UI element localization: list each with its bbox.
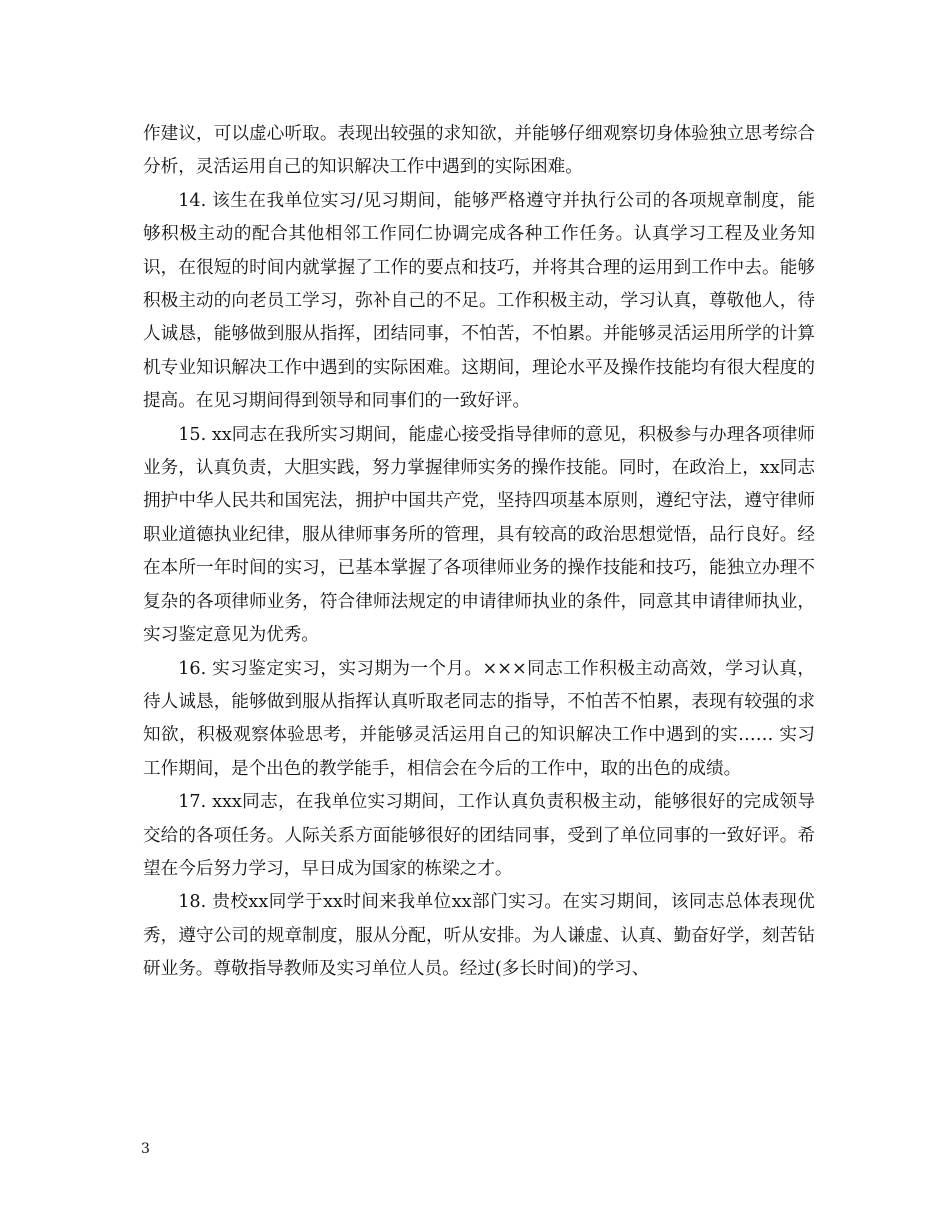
paragraph-item-16: 16. 实习鉴定实习，实习期为一个月。×××同志工作积极主动高效，学习认真，待人诚恳，能够做到服从指挥认真听取老同志的指导，不怕苦不怕累，表现有较强的求知欲，积极观察体验思考，并能够灵活运用自己的知识解决工作中遇到的实…… 实习工作期间，是个出色的教学能手，相信会在今后的工作中，取的出色的成绩。 [143, 658, 815, 779]
document-body [143, 118, 815, 987]
paragraph-item-14: 14. 该生在我单位实习/见习期间，能够严格遵守并执行公司的各项规章制度，能够积极主动的配合其他相邻工作同仁协调完成各种工作任务。认真学习工程及业务知识，在很短的时间内就掌握了工作的要点和技巧，并将其合理的运用到工作中去。能够积极主动的向老员工学习，弥补自己的不足。工作积极主动，学习认真，尊敬他人，待人诚恳，能够做到服从指挥，团结同事，不怕苦，不怕累。并能够灵活运用所学的计算机专业知识解决工作中遇到的实际困难。这期间，理论水平及操作技能均有很大程度的提高。在见习期间得到领导和同事们的一致好评。 [143, 190, 815, 412]
paragraph-item-18: 18. 贵校xx同学于xx时间来我单位xx部门实习。在实习期间，该同志总体表现优秀，遵守公司的规章制度，服从分配，听从安排。为人谦虚、认真、勤奋好学，刻苦钻研业务。尊敬指导教师及实习单位人员。经过(多长时间)的学习、 [143, 892, 815, 980]
paragraph-item-17: 17. xxx同志，在我单位实习期间，工作认真负责积极主动，能够很好的完成领导交给的各项任务。人际关系方面能够很好的团结同事，受到了单位同事的一致好评。希望在今后努力学习，早日成为国家的栋梁之才。 [143, 792, 815, 879]
paragraph-continuation: 作建议，可以虚心听取。表现出较强的求知欲，并能够仔细观察切身体验独立思考综合分析，灵活运用自己的知识解决工作中遇到的实际困难。 [143, 124, 815, 178]
page-number: 3 [141, 1141, 150, 1157]
paragraph-item-15: 15. xx同志在我所实习期间，能虚心接受指导律师的意见，积极参与办理各项律师业务，认真负责，大胆实践，努力掌握律师实务的操作技能。同时，在政治上，xx同志拥护中华人民共和国宪法，拥护中国共产党，坚持四项基本原则，遵纪守法，遵守律师职业道德执业纪律，服从律师事务所的管理，具有较高的政治思想觉悟，品行良好。经在本所一年时间的实习，已基本掌握了各项律师业务的操作技能和技巧，能独立办理不复杂的各项律师业务，符合律师法规定的申请律师执业的条件，同意其申请律师执业，实习鉴定意见为优秀。 [143, 424, 815, 646]
